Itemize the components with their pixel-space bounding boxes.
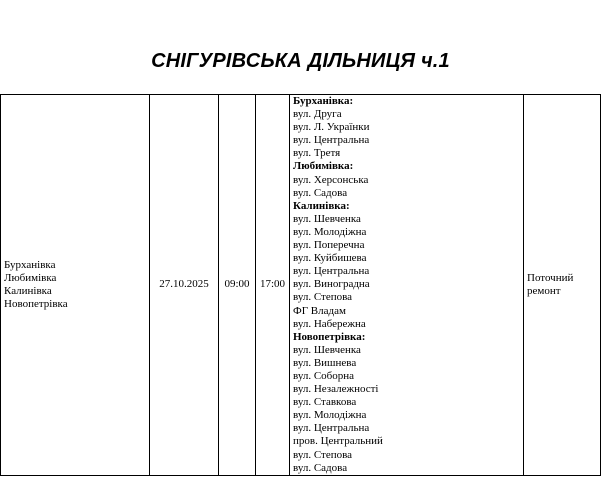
street-item: вул. Степова (293, 291, 353, 304)
street-item: вул. Л. Українки (293, 121, 370, 134)
settlement-name: Калинівка (4, 284, 52, 297)
street-item: вул. Садова (293, 186, 348, 199)
street-item: вул. Молодіжна (293, 409, 367, 422)
work-type-line: ремонт (527, 284, 561, 297)
settlement-name: Новопетрівка (4, 297, 68, 310)
street-item: вул. Шевченка (293, 343, 361, 356)
street-item: вул. Центральна (293, 134, 370, 147)
end-time-cell: 17:00 (256, 95, 290, 476)
street-item: вул. Херсонська (293, 173, 369, 186)
outage-schedule-table (0, 94, 601, 476)
street-item: вул. Ставкова (293, 396, 357, 409)
settlement-name: Любимівка (4, 271, 57, 284)
streets-cell (290, 95, 524, 476)
street-item: вул. Садова (293, 461, 348, 474)
street-item: вул. Центральна (293, 265, 370, 278)
date-cell: 27.10.2025 (150, 95, 219, 476)
work-type-line: Поточний (527, 271, 574, 284)
page-title: СНІГУРІВСЬКА ДІЛЬНИЦЯ ч.1 (151, 50, 450, 72)
settlement-heading: Новопетрівка: (293, 330, 366, 343)
street-item: вул. Куйбишева (293, 252, 367, 265)
settlement-name: Бурханівка (4, 258, 56, 271)
table-row (1, 95, 601, 476)
street-item: вул. Молодіжна (293, 225, 367, 238)
settlements-cell (1, 95, 150, 476)
street-item: вул. Набережна (293, 317, 366, 330)
street-item: вул. Центральна (293, 422, 370, 435)
start-time-cell: 09:00 (219, 95, 256, 476)
settlement-heading: Калинівка: (293, 199, 350, 212)
street-item: вул. Друга (293, 108, 342, 121)
work-type-cell (524, 95, 601, 476)
street-item: вул. Соборна (293, 369, 355, 382)
street-item: вул. Вишнева (293, 356, 357, 369)
street-item: вул. Шевченка (293, 212, 361, 225)
street-item: пров. Центральний (293, 435, 383, 448)
street-item: вул. Незалежності (293, 383, 379, 396)
street-item: вул. Поперечна (293, 239, 365, 252)
street-item: ФГ Владам (293, 304, 346, 317)
settlement-heading: Бурханівка: (293, 95, 354, 107)
street-item: вул. Третя (293, 147, 341, 160)
settlement-heading: Любимівка: (293, 160, 354, 173)
street-item: вул. Виноградна (293, 278, 370, 291)
street-item: вул. Степова (293, 448, 353, 461)
